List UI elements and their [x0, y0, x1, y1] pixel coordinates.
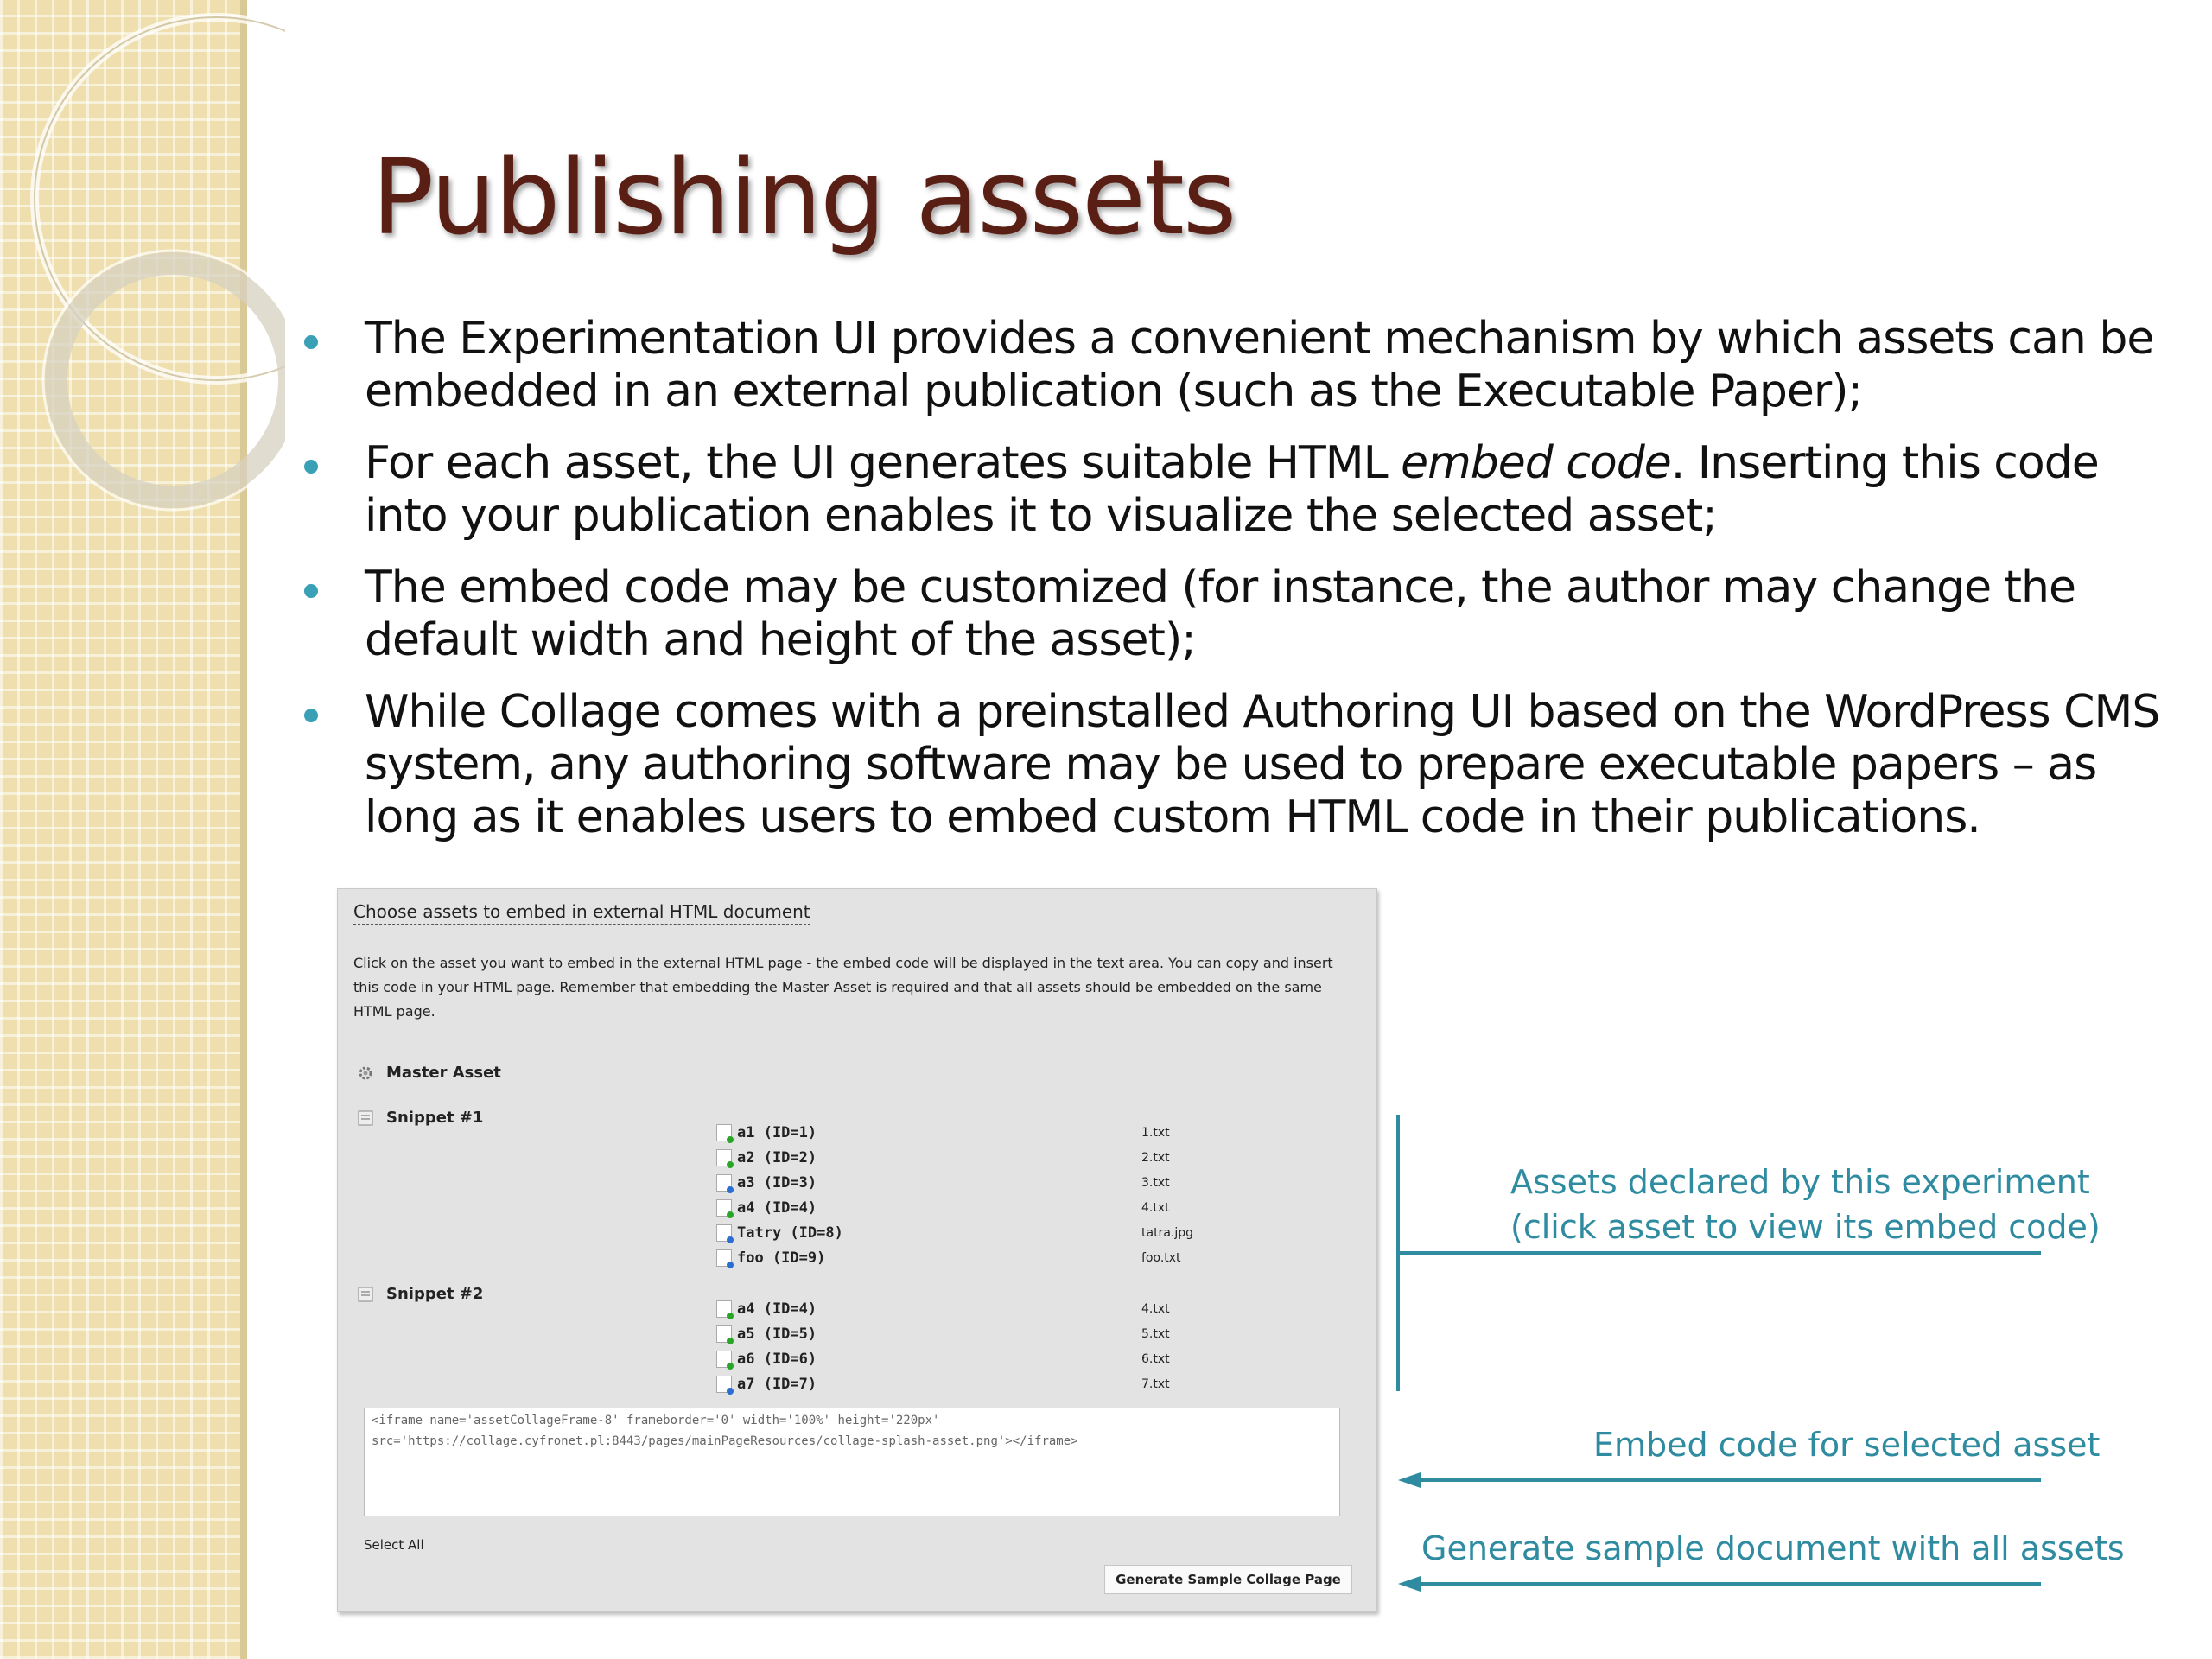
asset-filename: 5.txt [1141, 1327, 1170, 1341]
asset-name: a5 (ID=5) [737, 1325, 817, 1343]
asset-item[interactable] [716, 1199, 817, 1217]
panel-description: Click on the asset you want to embed in the external HTML page - the embed code will be displayed in the text area. You can copy and insert this code in your HTML page. Remember that embedding the Master Asset is required and that all assets should be embedded on the same HTML page. [353, 955, 1333, 1020]
bullet-dot-icon [304, 460, 318, 474]
bullet-text [365, 437, 2160, 543]
asset-item[interactable] [716, 1149, 817, 1166]
asset-filename: 4.txt [1141, 1302, 1170, 1316]
asset-file-icon [716, 1249, 732, 1267]
bullet-text-part: For each asset, the UI generates suitable HTML [365, 437, 1402, 489]
generate-sample-page-button[interactable]: Generate Sample Collage Page [1104, 1565, 1352, 1594]
bullet-dot-icon [304, 335, 318, 349]
bullet-list [294, 313, 2160, 863]
bullet-item [294, 313, 2160, 418]
annotation-generate: Generate sample document with all assets [1421, 1529, 2125, 1567]
asset-file-icon [716, 1300, 732, 1318]
asset-name: a7 (ID=7) [737, 1376, 817, 1393]
arrowhead-icon [1398, 1472, 1421, 1488]
asset-file-icon [716, 1174, 732, 1192]
asset-item[interactable] [716, 1376, 817, 1393]
master-asset-row[interactable] [357, 1064, 501, 1082]
snippet-group-row[interactable] [357, 1285, 483, 1303]
asset-item[interactable] [716, 1249, 825, 1267]
asset-file-icon [716, 1124, 732, 1141]
asset-file-icon [716, 1376, 732, 1393]
asset-filename: 7.txt [1141, 1377, 1170, 1391]
asset-item[interactable] [716, 1124, 817, 1141]
snippet-group-row[interactable] [357, 1109, 483, 1127]
bullet-dot-icon [304, 709, 318, 722]
asset-file-icon [716, 1351, 732, 1368]
asset-filename: 1.txt [1141, 1126, 1170, 1140]
asset-filename: 2.txt [1141, 1151, 1170, 1165]
asset-file-icon [716, 1325, 732, 1343]
asset-filename: 3.txt [1141, 1176, 1170, 1190]
embed-code-line: <iframe name='assetCollageFrame-8' frameborder='0' width='100%' height='220px' [372, 1414, 940, 1427]
panel-title: Choose assets to embed in external HTML document [353, 901, 810, 925]
bullet-item [294, 686, 2160, 844]
asset-item[interactable] [716, 1325, 817, 1343]
annotation-assets-line2: (click asset to view its embed code) [1510, 1208, 2101, 1246]
annotation-embed-code: Embed code for selected asset [1593, 1426, 2101, 1464]
asset-name: a3 (ID=3) [737, 1174, 817, 1192]
asset-filename: foo.txt [1141, 1251, 1181, 1265]
asset-file-icon [716, 1224, 732, 1242]
select-all-link[interactable]: Select All [364, 1537, 424, 1553]
asset-name: a4 (ID=4) [737, 1300, 817, 1318]
embed-code-textarea[interactable] [364, 1408, 1340, 1516]
asset-item[interactable] [716, 1174, 817, 1192]
bullet-item [294, 437, 2160, 543]
master-asset-label: Master Asset [386, 1064, 501, 1082]
embed-code-line: src='https://collage.cyfronet.pl:8443/pages/mainPageResources/collage-splash-asset.png'></iframe> [372, 1434, 1078, 1448]
bullet-text: The embed code may be customized (for instance, the author may change the default width and height of the asset); [365, 562, 2075, 666]
asset-name: a2 (ID=2) [737, 1149, 817, 1166]
decorative-rings [0, 0, 285, 562]
bullet-text: The Experimentation UI provides a convenient mechanism by which assets can be embedded in an external publication (such as the Executable Paper); [365, 313, 2154, 417]
arrowhead-icon [1398, 1576, 1421, 1592]
snippet-label: Snippet #2 [386, 1285, 484, 1303]
gear-icon [357, 1065, 374, 1082]
snippet-icon [357, 1286, 374, 1303]
embed-assets-panel [337, 888, 1377, 1612]
asset-item[interactable] [716, 1224, 843, 1242]
asset-filename: 6.txt [1141, 1352, 1170, 1366]
asset-name: foo (ID=9) [737, 1249, 826, 1267]
asset-name: a6 (ID=6) [737, 1351, 817, 1368]
bullet-text: While Collage comes with a preinstalled Authoring UI based on the WordPress CMS system, any authoring software may be used to prepare executable papers – as long as it enables users to embed custom HTML code in their publications. [365, 686, 2160, 843]
annotation-assets-line1: Assets declared by this experiment [1510, 1163, 2090, 1201]
bullet-item [294, 562, 2160, 667]
asset-name: Tatry (ID=8) [737, 1224, 843, 1242]
asset-item[interactable] [716, 1351, 817, 1368]
snippet-label: Snippet #1 [386, 1109, 484, 1127]
asset-filename: tatra.jpg [1141, 1226, 1194, 1240]
snippet-icon [357, 1109, 374, 1127]
bullet-dot-icon [304, 584, 318, 598]
asset-file-icon [716, 1199, 732, 1217]
asset-name: a1 (ID=1) [737, 1124, 817, 1141]
slide-title: Publishing assets [372, 138, 1236, 258]
asset-filename: 4.txt [1141, 1201, 1170, 1215]
asset-name: a4 (ID=4) [737, 1199, 817, 1217]
bullet-text-italic: embed code [1401, 437, 1671, 489]
asset-item[interactable] [716, 1300, 817, 1318]
bullet-text-part: . Inserting this code into your publication enables it to visualize the selected asset; [365, 437, 2099, 542]
asset-file-icon [716, 1149, 732, 1166]
